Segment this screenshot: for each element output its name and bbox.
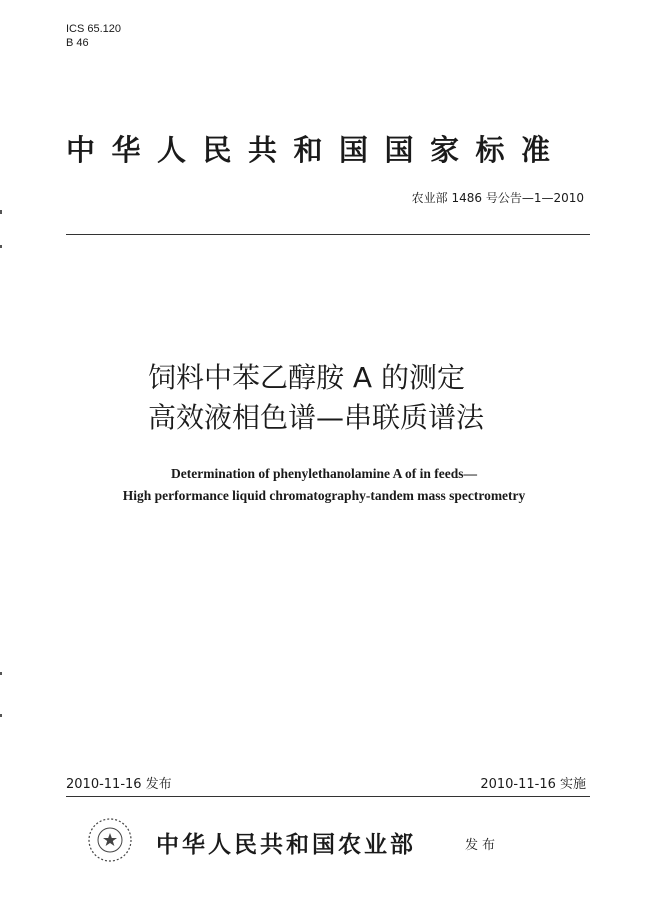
scan-mark xyxy=(0,714,2,717)
bottom-divider xyxy=(66,796,590,797)
standard-title: 中华人民共和国国家标准 xyxy=(66,133,567,167)
scan-mark xyxy=(0,672,2,675)
english-title-line-1: Determination of phenylethanolamine A of in feeds— xyxy=(171,466,477,481)
issue-date: 2010-11-16 发布 xyxy=(66,777,172,792)
chinese-title-line-2: 高效液相色谱—串联质谱法 xyxy=(148,401,485,434)
chinese-title-line-1: 饲料中苯乙醇胺 A 的测定 xyxy=(148,361,465,394)
classification-codes xyxy=(66,22,121,50)
chinese-title xyxy=(148,358,484,438)
english-title-line-2: High performance liquid chromatography-tandem mass spectrometry xyxy=(122,488,526,503)
english-title xyxy=(0,463,648,507)
top-divider xyxy=(66,234,590,235)
ics-code: ICS 65.120 xyxy=(66,23,122,35)
scan-mark xyxy=(0,210,2,214)
publisher-name: 中华人民共和国农业部 xyxy=(156,831,416,858)
implementation-date: 2010-11-16 实施 xyxy=(480,777,586,792)
ccs-code: B 46 xyxy=(66,37,89,49)
official-seal-icon xyxy=(86,816,134,864)
publish-label: 发布 xyxy=(465,838,500,853)
scan-mark xyxy=(0,245,2,248)
announcement-number: 农业部 1486 号公告—1—2010 xyxy=(411,191,584,205)
